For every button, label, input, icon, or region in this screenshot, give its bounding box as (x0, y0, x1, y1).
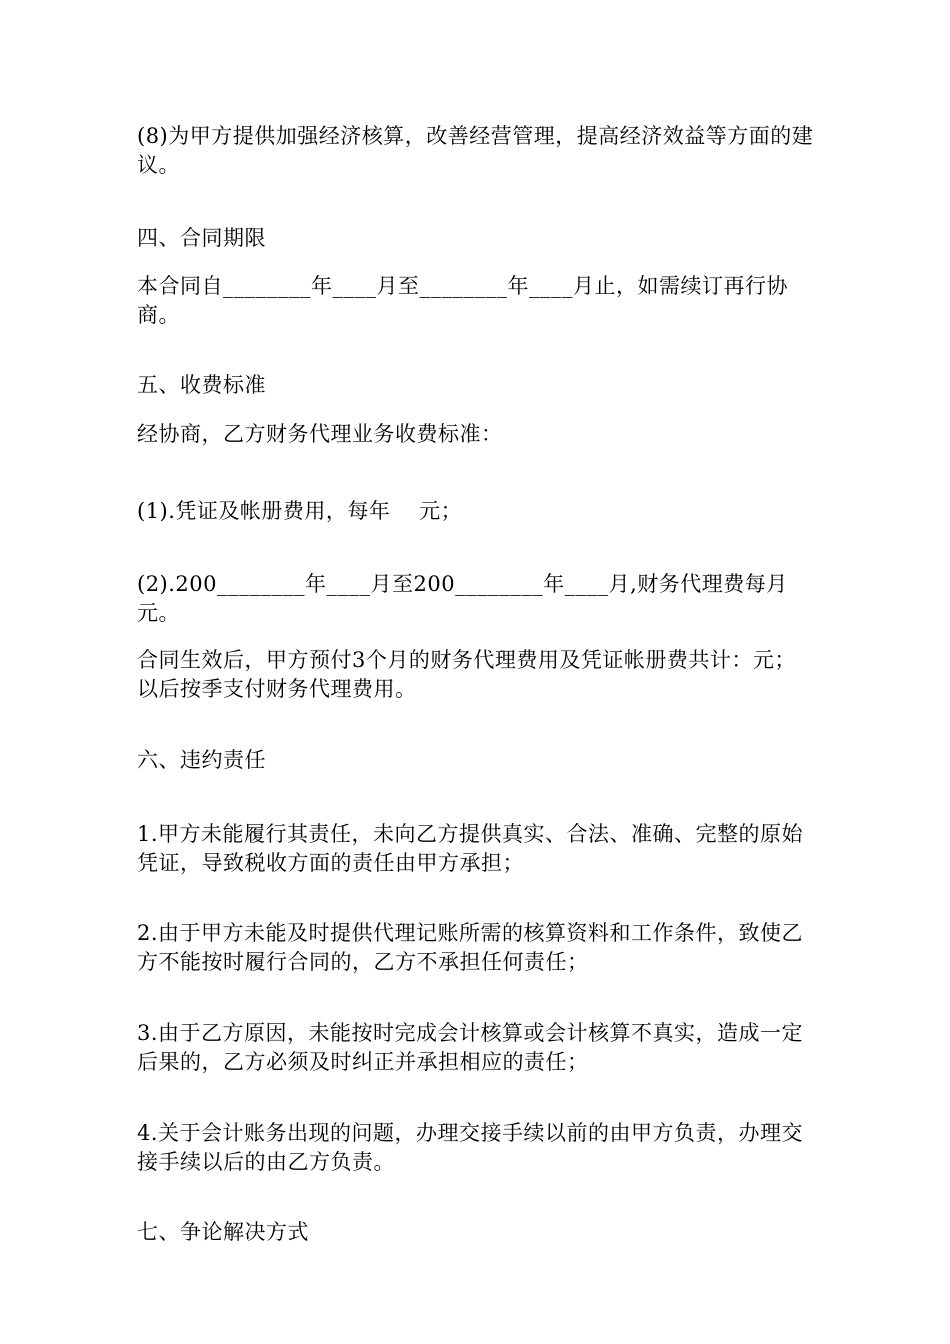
paragraph-fee-intro: 经协商，乙方财务代理业务收费标准： (137, 422, 503, 446)
paragraph-breach-1: 1.甲方未能履行其责任，未向乙方提供真实、合法、准确、完整的原始凭证，导致税收方面的责任由甲方承担； (137, 822, 804, 875)
paragraph-fee-item-1: (1).凭证及帐册费用，每年 元； (137, 499, 463, 523)
heading-breach-liability: 六、违约责任 (137, 748, 266, 772)
paragraph-breach-2: 2.由于甲方未能及时提供代理记账所需的核算资料和工作条件，致使乙方不能按时履行合同的，乙方不承担任何责任； (137, 921, 804, 974)
paragraph-breach-4: 4.关于会计账务出现的问题，办理交接手续以前的由甲方负责，办理交接手续以后的由乙方负责。 (137, 1121, 804, 1174)
paragraph-contract-term: 本合同自________年____月至________年____月止，如需续订再行协商。 (137, 274, 788, 327)
heading-fee-standard: 五、收费标准 (137, 373, 266, 397)
paragraph-suggestions: (8)为甲方提供加强经济核算，改善经营管理，提高经济效益等方面的建议。 (137, 124, 814, 177)
paragraph-fee-item-2: (2).200________年____月至200________年____月,财务代理费每月元。 (137, 572, 788, 625)
paragraph-breach-3: 3.由于乙方原因，未能按时完成会计核算或会计核算不真实，造成一定后果的，乙方必须及时纠正并承担相应的责任； (137, 1021, 804, 1074)
heading-dispute-resolution: 七、争论解决方式 (137, 1220, 309, 1244)
heading-contract-term: 四、合同期限 (137, 226, 266, 250)
paragraph-prepayment: 合同生效后，甲方预付3个月的财务代理费用及凭证帐册费共计：元；以后按季支付财务代理费用。 (137, 648, 796, 701)
